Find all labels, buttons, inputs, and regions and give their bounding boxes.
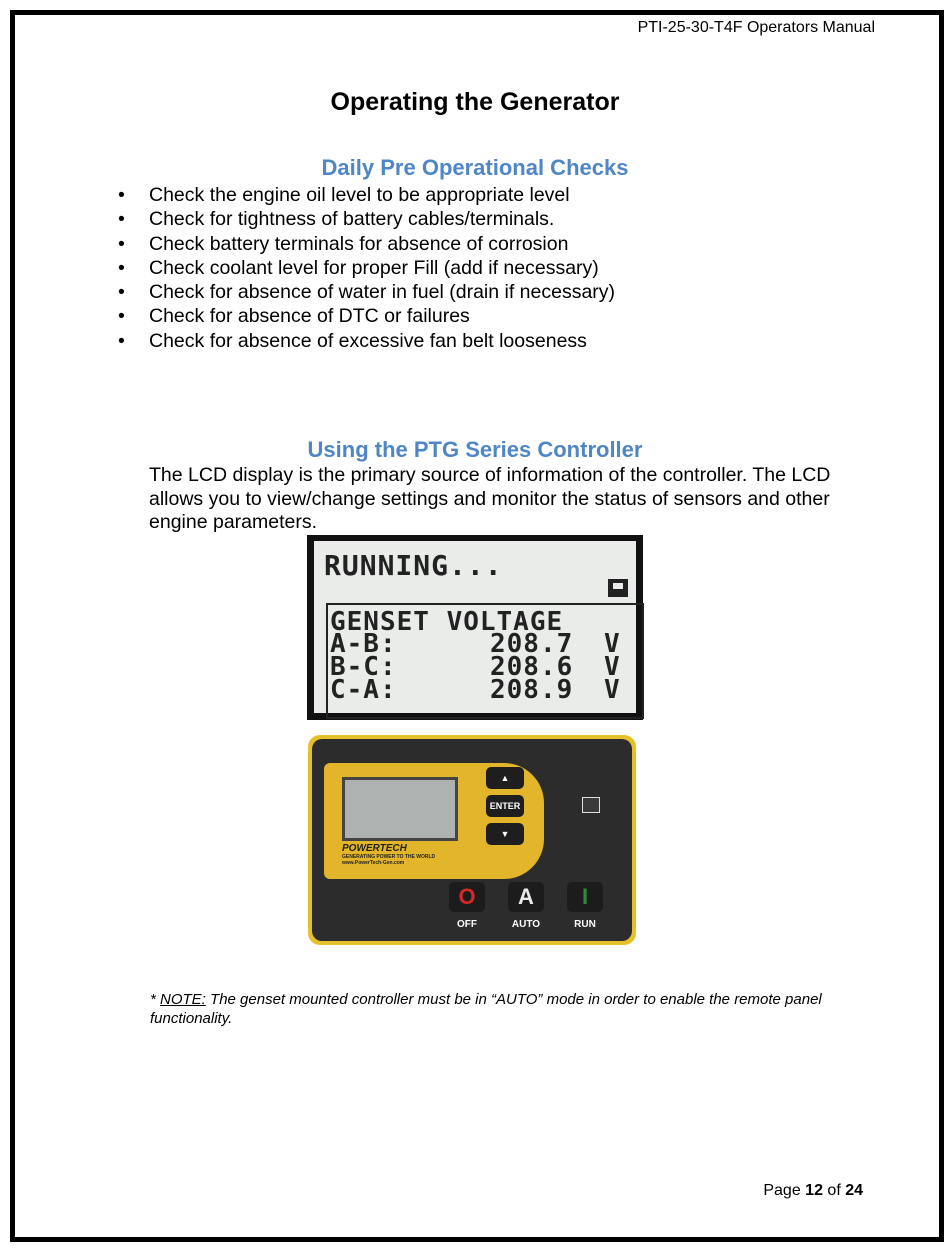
bullet-icon: • <box>118 208 125 231</box>
auto-label: AUTO <box>511 919 541 930</box>
down-arrow-button: ▼ <box>486 823 524 845</box>
bullet-icon: • <box>118 256 125 279</box>
run-button: I <box>567 882 603 912</box>
controller-lcd-window <box>342 777 458 841</box>
bullet-icon: • <box>118 281 125 304</box>
lcd-row-value: 208.6 <box>490 652 574 682</box>
controller-heading: Using the PTG Series Controller <box>307 437 643 462</box>
checks-list <box>118 183 615 353</box>
auto-button: A <box>508 882 544 912</box>
lcd-row-unit: V <box>604 629 621 659</box>
lcd-status: RUNNING... <box>324 549 503 582</box>
checks-heading: Daily Pre Operational Checks <box>321 155 629 180</box>
bullet-icon: • <box>118 329 125 352</box>
bullet-icon: • <box>118 305 125 328</box>
list-item: • Check coolant level for proper Fill (add if necessary) <box>118 256 599 279</box>
page-footer: Page 12 of 24 <box>763 1182 863 1199</box>
controller-body <box>312 739 632 941</box>
bullet-icon: • <box>118 232 125 255</box>
up-arrow-button: ▲ <box>486 767 524 789</box>
off-button: O <box>449 882 485 912</box>
lcd-row-unit: V <box>604 652 621 682</box>
brand-tagline: GENERATING POWER TO THE WORLD <box>342 854 436 860</box>
off-label: OFF <box>457 919 477 930</box>
controller-paragraph: The LCD display is the primary source of information of the controller. The LCD allows you to view/change settings and monitor the status of sensors and other engine parameters. <box>149 464 831 533</box>
lcd-box-title: GENSET VOLTAGE <box>330 607 564 637</box>
lcd-row-value: 208.9 <box>490 675 574 705</box>
lcd-display-image <box>307 535 643 720</box>
usb-port-icon <box>582 797 600 813</box>
controller-panel-image <box>308 735 636 945</box>
list-item: • Check for absence of excessive fan belt looseness <box>118 329 587 352</box>
note-label: NOTE: <box>160 991 206 1008</box>
list-item: • Check the engine oil level to be appropriate level <box>118 184 570 206</box>
enter-button: ENTER <box>486 795 524 817</box>
note-text: * NOTE: The genset mounted controller must be in “AUTO” mode in order to enable the remote panel functionality. <box>150 991 822 1027</box>
list-item: • Check for absence of water in fuel (drain if necessary) <box>118 281 616 304</box>
page-number: 12 <box>805 1182 823 1199</box>
list-item: • Check for tightness of battery cables/terminals. <box>118 208 555 231</box>
lcd-screen <box>314 541 636 713</box>
brand-website: www.PowerTech-Gen.com <box>342 860 405 866</box>
list-item: • Check for absence of DTC or failures <box>118 305 470 328</box>
lcd-row-label: B-C: <box>330 652 397 682</box>
document-header: PTI-25-30-T4F Operators Manual <box>637 19 875 36</box>
brand-logo: POWERTECH <box>342 843 407 854</box>
battery-icon <box>608 579 628 597</box>
list-item: • Check battery terminals for absence of corrosion <box>118 232 569 255</box>
page-title: Operating the Generator <box>330 88 620 116</box>
page-total: 24 <box>845 1182 863 1199</box>
lcd-row-label: C-A: <box>330 675 397 705</box>
lcd-row-unit: V <box>604 675 621 705</box>
bullet-icon: • <box>118 184 125 206</box>
run-label: RUN <box>574 919 596 930</box>
lcd-row-label: A-B: <box>330 629 397 659</box>
lcd-row-value: 208.7 <box>490 629 574 659</box>
